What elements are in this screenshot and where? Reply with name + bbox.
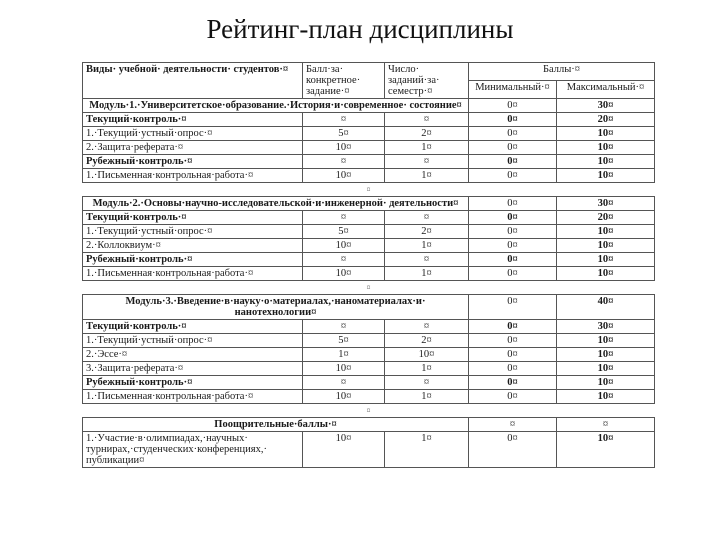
control-group-label: Текущий·контроль·¤ (83, 113, 303, 127)
task-count: 1¤ (385, 169, 469, 183)
bonus-row (83, 418, 655, 432)
max-points: 10¤ (557, 141, 655, 155)
activity-row (83, 334, 655, 348)
min-points: 0¤ (469, 99, 557, 113)
task-count: 1¤ (385, 362, 469, 376)
points-per-task: 10¤ (303, 169, 385, 183)
document-area (82, 62, 662, 520)
control-group-row (83, 320, 655, 334)
points-per-task: 10¤ (303, 390, 385, 404)
activity-row (83, 362, 655, 376)
max-points: 10¤ (557, 253, 655, 267)
control-group-label: Рубежный·контроль·¤ (83, 376, 303, 390)
module-row (83, 295, 655, 320)
spacer-row (83, 404, 655, 418)
min-points: ¤ (469, 418, 557, 432)
activity-label: 1.·Письменная·контрольная·работа·¤ (83, 390, 303, 404)
min-points: 0¤ (469, 320, 557, 334)
points-per-task: ¤ (303, 211, 385, 225)
max-points: ¤ (557, 418, 655, 432)
activity-label: 1.·Текущий·устный·опрос·¤ (83, 225, 303, 239)
max-points: 10¤ (557, 432, 655, 468)
activity-row (83, 239, 655, 253)
control-group-row (83, 253, 655, 267)
activity-label: 2.·Защита·реферата·¤ (83, 141, 303, 155)
task-count: 2¤ (385, 225, 469, 239)
min-points: 0¤ (469, 362, 557, 376)
activity-row (83, 348, 655, 362)
module-row (83, 197, 655, 211)
activity-label: 1.·Участие·в·олимпиадах,·научных· турнирах,·студенческих·конференциях,· публикации¤ (83, 432, 303, 468)
activity-label: 2.·Эссе·¤ (83, 348, 303, 362)
header-min: Минимальный·¤ (469, 81, 557, 99)
task-count: 10¤ (385, 348, 469, 362)
points-per-task: 5¤ (303, 127, 385, 141)
min-points: 0¤ (469, 390, 557, 404)
max-points: 30¤ (557, 99, 655, 113)
max-points: 10¤ (557, 225, 655, 239)
module-title: Модуль·2.·Основы·научно-исследовательской·и·инженерной· деятельности¤ (83, 197, 469, 211)
max-points: 20¤ (557, 113, 655, 127)
max-points: 10¤ (557, 239, 655, 253)
activity-row (83, 432, 655, 468)
activity-label: 1.·Письменная·контрольная·работа·¤ (83, 169, 303, 183)
min-points: 0¤ (469, 267, 557, 281)
activity-label: 2.·Коллоквиум·¤ (83, 239, 303, 253)
header-task-count: Число· заданий·за· семестр·¤ (385, 63, 469, 99)
activity-row (83, 267, 655, 281)
points-per-task: ¤ (303, 376, 385, 390)
spacer-cell: ¤ (83, 183, 655, 197)
task-count: ¤ (385, 253, 469, 267)
max-points: 10¤ (557, 390, 655, 404)
module-title: Модуль·1.·Университетское·образование.·История·и·современное· состояние¤ (83, 99, 469, 113)
task-count: ¤ (385, 113, 469, 127)
control-group-row (83, 376, 655, 390)
module-row (83, 99, 655, 113)
module-title: Модуль·3.·Введение·в·науку·о·материалах,·наноматериалах·и· нанотехнологии¤ (83, 295, 469, 320)
task-count: 1¤ (385, 267, 469, 281)
max-points: 10¤ (557, 362, 655, 376)
header-points: Баллы·¤ (469, 63, 655, 81)
min-points: 0¤ (469, 113, 557, 127)
task-count: ¤ (385, 211, 469, 225)
min-points: 0¤ (469, 211, 557, 225)
control-group-row (83, 211, 655, 225)
max-points: 40¤ (557, 295, 655, 320)
points-per-task: 10¤ (303, 239, 385, 253)
task-count: ¤ (385, 376, 469, 390)
points-per-task: 10¤ (303, 362, 385, 376)
activity-label: 1.·Текущий·устный·опрос·¤ (83, 127, 303, 141)
activity-row (83, 127, 655, 141)
control-group-label: Рубежный·контроль·¤ (83, 155, 303, 169)
max-points: 10¤ (557, 348, 655, 362)
max-points: 30¤ (557, 320, 655, 334)
task-count: ¤ (385, 155, 469, 169)
task-count: 2¤ (385, 334, 469, 348)
spacer-cell: ¤ (83, 281, 655, 295)
control-group-row (83, 113, 655, 127)
rating-table-body (83, 63, 655, 468)
spacer-cell: ¤ (83, 404, 655, 418)
activity-row (83, 225, 655, 239)
min-points: 0¤ (469, 348, 557, 362)
task-count: 1¤ (385, 141, 469, 155)
slide-title: Рейтинг-план дисциплины (206, 14, 514, 44)
points-per-task: 5¤ (303, 334, 385, 348)
points-per-task: 5¤ (303, 225, 385, 239)
min-points: 0¤ (469, 141, 557, 155)
min-points: 0¤ (469, 155, 557, 169)
max-points: 20¤ (557, 211, 655, 225)
task-count: ¤ (385, 320, 469, 334)
control-group-label: Рубежный·контроль·¤ (83, 253, 303, 267)
min-points: 0¤ (469, 225, 557, 239)
task-count: 1¤ (385, 432, 469, 468)
max-points: 10¤ (557, 376, 655, 390)
activity-label: 1.·Текущий·устный·опрос·¤ (83, 334, 303, 348)
min-points: 0¤ (469, 334, 557, 348)
control-group-label: Текущий·контроль·¤ (83, 320, 303, 334)
max-points: 10¤ (557, 267, 655, 281)
points-per-task: 10¤ (303, 432, 385, 468)
points-per-task: 10¤ (303, 141, 385, 155)
rating-table (82, 62, 655, 468)
activity-label: 3.·Защита·реферата·¤ (83, 362, 303, 376)
spacer-row (83, 281, 655, 295)
header-activity: Виды· учебной· деятельности· студентов·¤ (83, 63, 303, 99)
control-group-row (83, 155, 655, 169)
points-per-task: ¤ (303, 253, 385, 267)
task-count: 2¤ (385, 127, 469, 141)
task-count: 1¤ (385, 390, 469, 404)
header-points-per-task: Балл·за· конкретное· задание·¤ (303, 63, 385, 99)
min-points: 0¤ (469, 376, 557, 390)
bonus-title: Поощрительные·баллы·¤ (83, 418, 469, 432)
max-points: 10¤ (557, 155, 655, 169)
max-points: 30¤ (557, 197, 655, 211)
min-points: 0¤ (469, 169, 557, 183)
points-per-task: ¤ (303, 320, 385, 334)
task-count: 1¤ (385, 239, 469, 253)
spacer-row (83, 183, 655, 197)
points-per-task: 10¤ (303, 267, 385, 281)
points-per-task: ¤ (303, 113, 385, 127)
max-points: 10¤ (557, 127, 655, 141)
header-max: Максимальный·¤ (557, 81, 655, 99)
min-points: 0¤ (469, 253, 557, 267)
activity-label: 1.·Письменная·контрольная·работа·¤ (83, 267, 303, 281)
min-points: 0¤ (469, 432, 557, 468)
max-points: 10¤ (557, 334, 655, 348)
activity-row (83, 141, 655, 155)
points-per-task: 1¤ (303, 348, 385, 362)
activity-row (83, 169, 655, 183)
min-points: 0¤ (469, 295, 557, 320)
activity-row (83, 390, 655, 404)
min-points: 0¤ (469, 239, 557, 253)
min-points: 0¤ (469, 127, 557, 141)
control-group-label: Текущий·контроль·¤ (83, 211, 303, 225)
header-row (83, 63, 655, 81)
max-points: 10¤ (557, 169, 655, 183)
min-points: 0¤ (469, 197, 557, 211)
points-per-task: ¤ (303, 155, 385, 169)
